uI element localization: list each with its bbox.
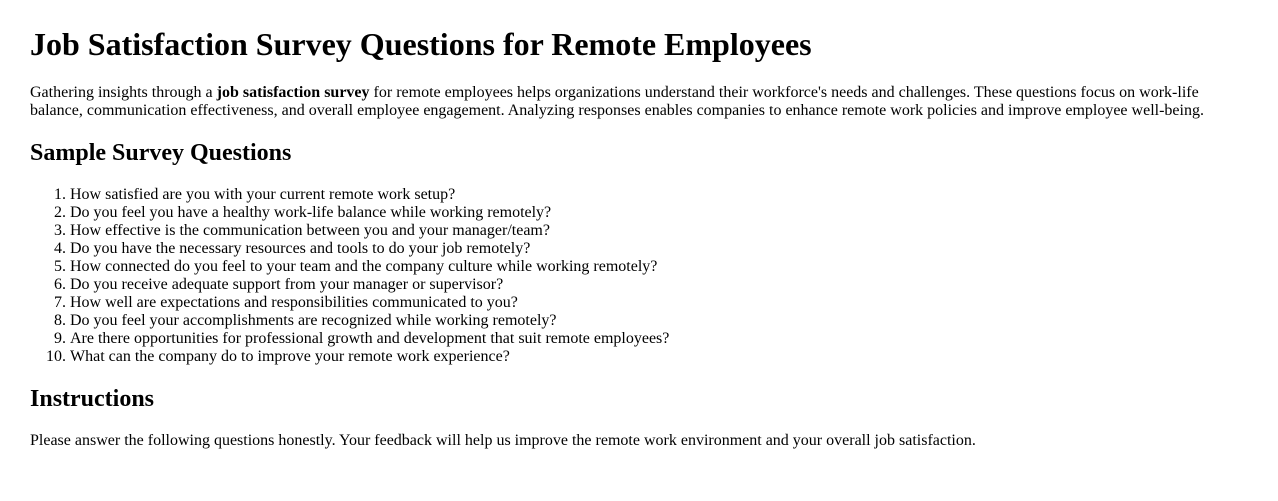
survey-question-item: 4. Do you have the necessary resources and tools to do your job remotely? xyxy=(70,240,1248,258)
survey-question-item: 2. Do you feel you have a healthy work-life balance while working remotely? xyxy=(70,204,1248,222)
survey-question-item: 9. Are there opportunities for professional growth and development that suit remote employees? xyxy=(70,330,1248,348)
intro-text-before-bold: Gathering insights through a xyxy=(30,84,217,101)
intro-paragraph xyxy=(30,84,1248,120)
section-title-sample-survey-questions: Sample Survey Questions xyxy=(30,140,292,166)
section-title-instructions: Instructions xyxy=(30,386,155,412)
survey-question-item: 3. How effective is the communication between you and your manager/team? xyxy=(70,222,1248,240)
instructions-text: Please answer the following questions honestly. Your feedback will help us improve the remote work environment and your overall job satisfaction. xyxy=(30,432,976,449)
survey-question-item: 1. How satisfied are you with your current remote work setup? xyxy=(70,186,1248,204)
survey-question-item: 6. Do you receive adequate support from your manager or supervisor? xyxy=(70,276,1248,294)
intro-bold-phrase: job satisfaction survey xyxy=(216,84,370,101)
survey-question-item: 8. Do you feel your accomplishments are recognized while working remotely? xyxy=(70,312,1248,330)
survey-questions-list xyxy=(30,186,1248,366)
survey-question-item: 7. How well are expectations and responsibilities communicated to you? xyxy=(70,294,1248,312)
page-title: Job Satisfaction Survey Questions for Remote Employees xyxy=(30,26,812,62)
survey-question-item: 5. How connected do you feel to your team and the company culture while working remotely? xyxy=(70,258,1248,276)
intro-text-after-bold: for remote employees helps organizations understand their workforce's needs and challenges. These questions focus on work-life balance, communication effectiveness, and overall employee engagement. Analyzing responses enables companies to enhance remote work policies and improve employee well-being. xyxy=(30,84,1204,119)
survey-question-item: 10. What can the company do to improve your remote work experience? xyxy=(70,348,1248,366)
